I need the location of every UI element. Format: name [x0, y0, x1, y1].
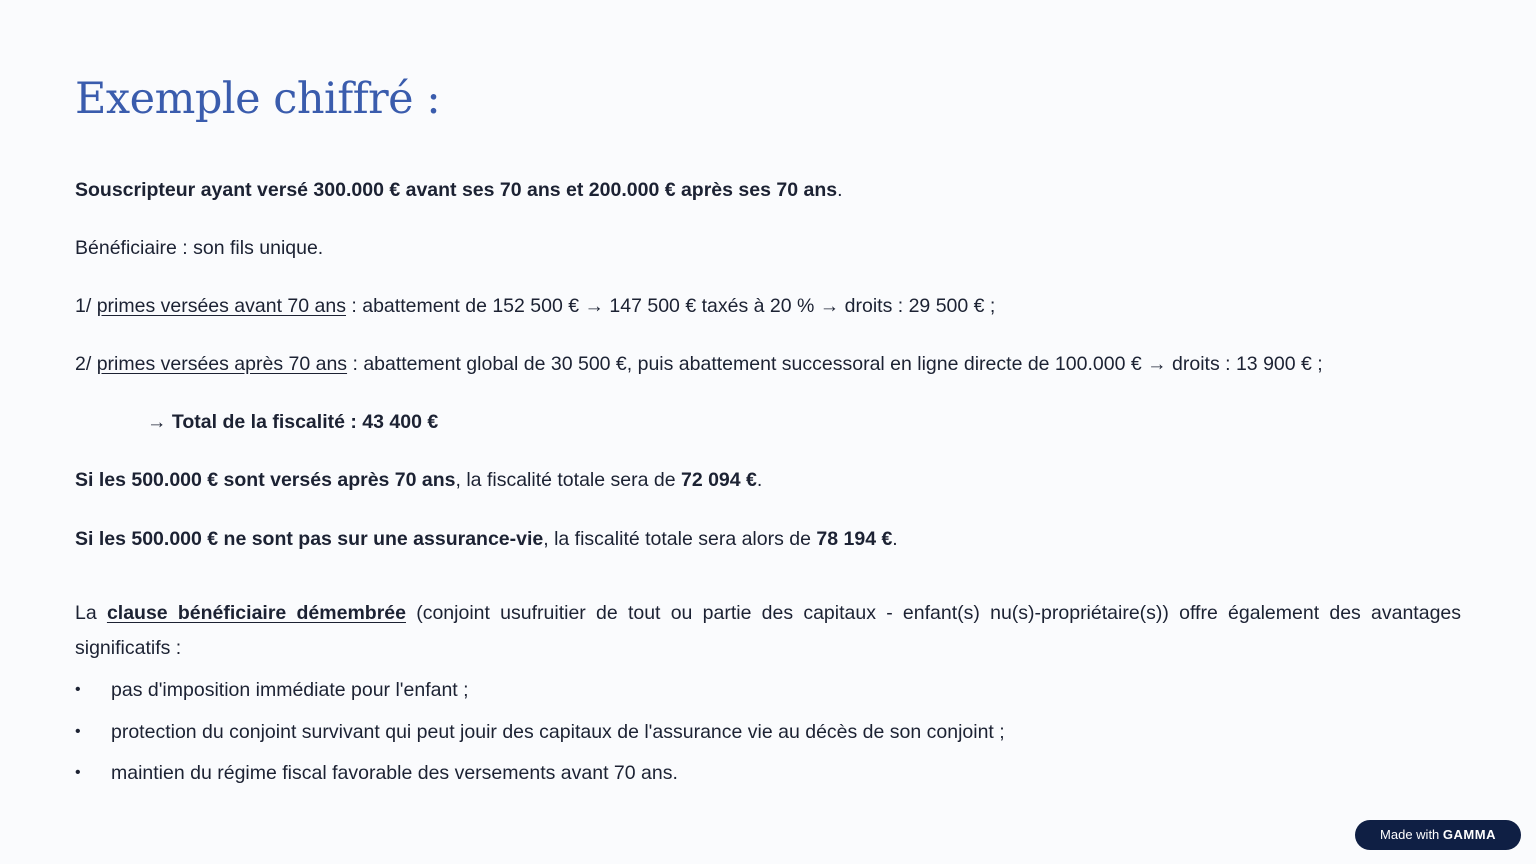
- total-arrow: →: [147, 411, 172, 433]
- list-item-text: maintien du régime fiscal favorable des versements avant 70 ans.: [111, 762, 678, 784]
- scenario-no-insurance-line: [75, 526, 898, 552]
- scenario-no-insurance-end: .: [892, 528, 898, 550]
- slide: [75, 0, 1461, 864]
- subscriber-line: [75, 177, 843, 203]
- bullet-dot-icon: •: [75, 681, 81, 698]
- scenario-after-70-middle: , la fiscalité totale sera de: [455, 469, 681, 491]
- premiums-before-label: primes versées avant 70 ans: [96, 295, 346, 317]
- premiums-before-detail: : abattement de 152 500 € → 147 500 € taxés à 20 % → droits : 29 500 € ;: [345, 295, 996, 317]
- subscriber-end: .: [837, 179, 843, 201]
- premiums-before-line: [75, 293, 995, 319]
- total-tax-line: [147, 409, 438, 435]
- gamma-logo: GAMMA: [1442, 827, 1496, 842]
- badge-prefix: Made with: [1380, 827, 1443, 842]
- subscriber-text: Souscripteur ayant versé 300.000 € avant ses 70 ans et 200.000 € après ses 70 ans: [75, 179, 838, 201]
- paragraph-start: La: [75, 602, 107, 624]
- premiums-after-detail: : abattement global de 30 500 €, puis abattement successoral en ligne directe de 100.000 € → droits : 13 900 € ;: [347, 353, 1323, 375]
- list-item: [75, 677, 1461, 719]
- scenario-after-70-line: [75, 467, 762, 493]
- beneficiary-line: Bénéficiaire : son fils unique.: [75, 237, 324, 259]
- bullet-dot-icon: •: [75, 764, 81, 781]
- list-item-text: pas d'imposition immédiate pour l'enfant ;: [111, 679, 469, 701]
- paragraph-rest: (conjoint usufruitier de tout ou partie des capitaux - enfant(s) nu(s)-propriétaire(s)) offre également des avantages significatifs :: [75, 602, 1462, 659]
- scenario-after-70-end: .: [756, 469, 763, 491]
- scenario-no-insurance-middle: , la fiscalité totale sera alors de: [543, 528, 817, 550]
- bullet-dot-icon: •: [75, 722, 81, 740]
- premiums-after-prefix: 2/: [75, 353, 97, 375]
- list-item: [75, 760, 1461, 802]
- dismembered-clause-paragraph: [75, 596, 1461, 666]
- scenario-after-70-bold: Si les 500.000 € sont versés après 70 ans: [75, 469, 456, 491]
- dismembered-clause-link: clause bénéficiaire démembrée: [106, 602, 406, 624]
- made-with-gamma-badge[interactable]: [1355, 820, 1521, 850]
- list-item: [75, 719, 1461, 761]
- list-item-text: protection du conjoint survivant qui peut jouir des capitaux de l'assurance vie au décès de son conjoint ;: [111, 720, 1005, 743]
- premiums-after-line: [75, 351, 1323, 377]
- premiums-after-label: primes versées après 70 ans: [96, 353, 348, 375]
- scenario-no-insurance-amount: 78 194 €: [816, 528, 893, 550]
- scenario-after-70-amount: 72 094 €: [680, 469, 757, 491]
- total-tax-text: Total de la fiscalité : 43 400 €: [171, 411, 439, 433]
- slide-title: Exemple chiffré :: [75, 74, 441, 124]
- advantages-list: [75, 677, 1461, 802]
- scenario-no-insurance-bold: Si les 500.000 € ne sont pas sur une assurance-vie: [75, 528, 544, 550]
- premiums-before-prefix: 1/: [75, 295, 97, 317]
